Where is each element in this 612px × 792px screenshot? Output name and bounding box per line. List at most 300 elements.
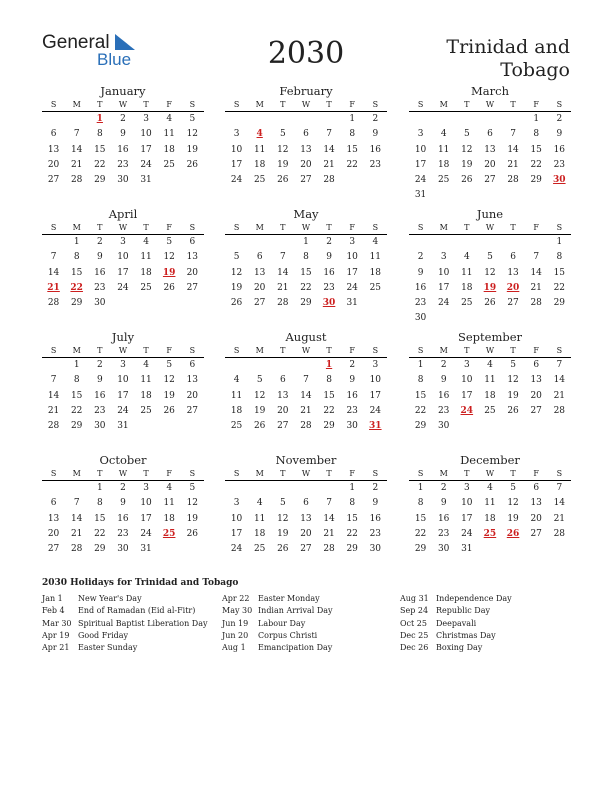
day-cell: 25 — [163, 159, 175, 170]
day-cell — [502, 311, 525, 326]
day-cell: 9 — [326, 252, 332, 263]
day-cell: 2 — [372, 114, 379, 124]
week-row — [225, 527, 387, 542]
day-cell: 26 — [484, 298, 496, 309]
holiday-row — [42, 630, 208, 642]
day-cell: 25 — [253, 175, 266, 186]
week-row — [42, 235, 204, 250]
day-cell — [432, 112, 455, 127]
holiday-row — [400, 630, 512, 642]
day-cell: 6 — [303, 129, 309, 140]
day-cell: 29 — [346, 544, 358, 555]
day-cell: 2 — [372, 483, 379, 493]
day-cell: 19 — [186, 144, 199, 155]
week-row — [225, 143, 387, 158]
day-cell: 9 — [372, 129, 379, 140]
day-cell: 2 — [556, 114, 563, 124]
weekday-label: F — [533, 100, 539, 109]
weekday-label: T — [97, 223, 103, 232]
week-row — [225, 542, 387, 557]
week-row — [409, 527, 571, 542]
day-cell: 15 — [70, 390, 83, 401]
week-row — [225, 496, 387, 511]
month-name: June — [476, 207, 504, 221]
weekday-label: S — [556, 100, 563, 109]
week-row — [409, 281, 571, 296]
day-cell: 9 — [556, 129, 563, 140]
day-cell: 30 — [346, 421, 358, 432]
day-cell — [432, 235, 455, 250]
holiday-day-cell: 22 — [70, 282, 83, 293]
day-cell: 1 — [417, 360, 424, 370]
weekday-header — [225, 98, 387, 112]
day-cell: 21 — [323, 528, 335, 539]
day-cell — [525, 542, 548, 557]
day-cell: 29 — [553, 298, 566, 309]
day-cell: 12 — [507, 498, 519, 509]
day-cell: 16 — [94, 390, 106, 401]
day-cell: 2 — [120, 114, 126, 124]
day-cell: 12 — [163, 252, 175, 263]
weekday-label: T — [510, 346, 516, 355]
day-cell: 8 — [96, 129, 103, 140]
day-cell: 16 — [117, 144, 129, 155]
week-row — [225, 419, 387, 434]
day-cell: 7 — [50, 375, 57, 386]
day-cell: 3 — [349, 237, 356, 247]
day-cell: 15 — [70, 267, 83, 278]
weekday-label: S — [417, 223, 424, 232]
day-cell: 8 — [303, 252, 309, 263]
day-cell: 8 — [349, 129, 356, 140]
day-cell: 28 — [300, 421, 312, 432]
day-cell: 22 — [94, 528, 106, 539]
day-cell: 13 — [530, 375, 542, 386]
day-cell — [525, 188, 548, 203]
day-cell: 14 — [507, 144, 519, 155]
weekday-label: T — [510, 100, 516, 109]
day-cell: 30 — [369, 544, 382, 555]
day-cell: 11 — [484, 375, 496, 386]
day-cell — [65, 481, 88, 496]
day-cell — [181, 542, 204, 557]
weekday-label: W — [118, 223, 128, 232]
holiday-date: Jan 1 — [42, 594, 63, 603]
day-cell: 16 — [553, 144, 566, 155]
holiday-name: Spiritual Baptist Liberation Day — [78, 618, 208, 628]
day-cell: 21 — [300, 405, 312, 416]
day-cell: 6 — [510, 252, 516, 263]
week-row — [409, 496, 571, 511]
weekday-label: M — [72, 346, 81, 355]
holiday-day-cell: 30 — [553, 175, 566, 186]
logo-text-blue: Blue — [97, 50, 132, 69]
day-cell: 4 — [463, 252, 470, 263]
day-cell: 28 — [47, 421, 60, 432]
logo-text-general: General — [42, 32, 110, 53]
day-cell: 14 — [553, 498, 566, 509]
weekday-label: M — [255, 346, 264, 355]
weekday-label: T — [326, 223, 332, 232]
day-cell: 16 — [323, 267, 335, 278]
day-cell — [271, 112, 294, 127]
holiday-date: Apr 21 — [42, 643, 70, 653]
day-cell: 5 — [166, 360, 173, 370]
week-row — [409, 311, 571, 326]
day-cell: 18 — [437, 159, 450, 170]
month-april — [42, 207, 204, 311]
day-cell — [548, 542, 571, 557]
day-cell: 20 — [300, 159, 312, 170]
holiday-name: End of Ramadan (Eid al-Fitr) — [78, 606, 196, 616]
weekday-label: F — [166, 346, 172, 355]
day-cell: 15 — [346, 144, 358, 155]
day-cell: 27 — [47, 175, 60, 186]
day-cell: 11 — [253, 513, 266, 524]
holiday-date: Feb 4 — [42, 606, 65, 616]
day-cell: 28 — [323, 544, 335, 555]
day-cell: 27 — [186, 405, 199, 416]
weekday-label: W — [301, 100, 311, 109]
weekday-label: M — [439, 469, 448, 478]
day-cell: 15 — [94, 513, 106, 524]
day-cell: 16 — [346, 390, 358, 401]
day-cell: 20 — [300, 528, 312, 539]
day-cell: 31 — [117, 421, 129, 432]
day-cell: 24 — [230, 175, 243, 186]
day-cell: 27 — [530, 405, 542, 416]
day-cell: 5 — [463, 129, 470, 140]
day-cell: 27 — [300, 175, 312, 186]
holiday-name: New Year's Day — [78, 594, 142, 603]
weekday-label: S — [189, 223, 196, 232]
day-cell: 7 — [73, 498, 80, 509]
day-cell: 20 — [186, 267, 199, 278]
day-cell: 14 — [530, 267, 542, 278]
weekday-label: M — [439, 346, 448, 355]
weekday-label: S — [233, 346, 240, 355]
day-cell: 28 — [507, 175, 519, 186]
day-cell: 13 — [186, 252, 199, 263]
weekday-label: T — [280, 469, 286, 478]
day-cell — [455, 311, 478, 326]
day-cell: 9 — [349, 375, 356, 386]
day-cell — [318, 481, 341, 496]
week-row — [42, 419, 204, 434]
day-cell: 12 — [277, 144, 289, 155]
day-cell: 3 — [143, 114, 149, 124]
weekday-label: T — [97, 100, 103, 109]
day-cell: 4 — [233, 375, 240, 386]
day-cell: 5 — [166, 237, 173, 247]
day-cell: 26 — [507, 405, 519, 416]
week-row — [225, 112, 387, 127]
holiday-name: Good Friday — [78, 630, 129, 640]
day-cell: 17 — [230, 528, 243, 539]
day-cell: 14 — [70, 144, 83, 155]
week-row — [409, 143, 571, 158]
week-row — [409, 481, 571, 496]
holiday-column — [222, 593, 333, 654]
day-cell — [432, 311, 455, 326]
day-cell: 4 — [487, 360, 493, 370]
day-cell: 14 — [553, 375, 566, 386]
day-cell — [181, 173, 204, 188]
day-cell — [478, 112, 501, 127]
day-cell: 15 — [414, 390, 427, 401]
day-cell: 23 — [94, 405, 106, 416]
weekday-header — [225, 221, 387, 235]
day-cell: 10 — [461, 498, 473, 509]
week-row — [409, 235, 571, 250]
day-cell: 25 — [484, 405, 496, 416]
month-name: August — [285, 330, 327, 344]
weekday-label: S — [50, 346, 57, 355]
weekday-label: M — [439, 223, 448, 232]
day-cell: 16 — [437, 513, 450, 524]
week-row — [42, 173, 204, 188]
holiday-row — [222, 618, 333, 630]
day-cell: 2 — [440, 360, 447, 370]
day-cell: 10 — [230, 144, 243, 155]
day-cell: 24 — [346, 282, 358, 293]
weekday-label: F — [533, 346, 539, 355]
day-cell: 21 — [553, 513, 566, 524]
weekday-label: T — [280, 100, 286, 109]
day-cell: 17 — [117, 390, 129, 401]
holidays-title: 2030 Holidays for Trinidad and Tobago — [42, 578, 239, 588]
holiday-row — [222, 642, 333, 654]
weekday-label: M — [439, 100, 448, 109]
day-cell: 21 — [70, 159, 83, 170]
day-cell: 10 — [140, 129, 152, 140]
day-cell: 12 — [484, 267, 496, 278]
day-cell: 8 — [96, 498, 103, 509]
day-cell: 1 — [73, 360, 80, 370]
day-cell: 10 — [140, 498, 152, 509]
month-january — [42, 84, 204, 188]
day-cell: 16 — [437, 390, 450, 401]
month-name: October — [99, 453, 147, 467]
day-cell: 28 — [70, 175, 83, 186]
day-cell: 19 — [230, 282, 243, 293]
weekday-label: W — [301, 469, 311, 478]
holiday-row — [222, 593, 333, 605]
day-cell: 8 — [533, 129, 540, 140]
weekday-label: T — [97, 469, 103, 478]
day-cell: 2 — [96, 237, 103, 247]
holiday-row — [400, 642, 512, 654]
day-cell: 7 — [510, 129, 516, 140]
day-cell: 23 — [437, 405, 450, 416]
day-cell: 9 — [96, 252, 103, 263]
day-cell: 16 — [369, 144, 382, 155]
day-cell — [248, 358, 271, 373]
day-cell — [341, 173, 364, 188]
day-cell: 23 — [369, 159, 382, 170]
month-october — [42, 453, 204, 557]
day-cell — [158, 419, 181, 434]
day-cell — [478, 235, 501, 250]
weekday-label: T — [143, 469, 149, 478]
day-cell: 26 — [163, 405, 175, 416]
day-cell — [42, 481, 65, 496]
day-cell: 15 — [346, 513, 358, 524]
day-cell: 27 — [484, 175, 496, 186]
day-cell: 3 — [417, 129, 424, 140]
weekday-label: T — [97, 346, 103, 355]
day-cell: 11 — [461, 267, 473, 278]
day-cell: 8 — [349, 498, 356, 509]
weekday-label: F — [349, 223, 355, 232]
week-row — [42, 512, 204, 527]
week-row — [225, 481, 387, 496]
day-cell: 9 — [120, 129, 126, 140]
week-row — [42, 404, 204, 419]
weekday-label: W — [118, 346, 128, 355]
day-cell: 29 — [94, 175, 106, 186]
weekday-header — [42, 467, 204, 481]
day-cell — [42, 358, 65, 373]
day-cell: 28 — [277, 298, 289, 309]
day-cell: 14 — [323, 513, 335, 524]
day-cell: 26 — [186, 528, 199, 539]
holiday-column — [42, 593, 208, 654]
day-cell: 13 — [277, 390, 289, 401]
day-cell: 23 — [437, 528, 450, 539]
month-june — [409, 207, 571, 327]
day-cell: 7 — [279, 252, 286, 263]
holiday-name: Independence Day — [436, 594, 512, 603]
weekday-label: S — [556, 223, 563, 232]
day-cell — [225, 481, 248, 496]
day-cell: 31 — [140, 175, 152, 186]
week-row — [225, 389, 387, 404]
holiday-date: Jun 19 — [222, 618, 249, 628]
day-cell: 29 — [530, 175, 542, 186]
week-row — [409, 112, 571, 127]
holiday-day-cell: 19 — [483, 282, 497, 293]
month-march — [409, 84, 571, 204]
day-cell: 29 — [70, 298, 83, 309]
day-cell: 7 — [556, 360, 563, 370]
day-cell: 8 — [556, 252, 563, 263]
day-cell: 10 — [369, 375, 382, 386]
weekday-label: S — [417, 100, 424, 109]
week-row — [42, 266, 204, 281]
day-cell: 31 — [346, 298, 358, 309]
day-cell: 12 — [461, 144, 473, 155]
day-cell: 21 — [507, 159, 519, 170]
day-cell: 12 — [186, 129, 199, 140]
day-cell: 10 — [230, 513, 243, 524]
day-cell — [294, 358, 317, 373]
month-name: January — [100, 84, 146, 98]
country-title: Trinidad and Tobago — [446, 36, 570, 81]
day-cell: 18 — [484, 390, 496, 401]
day-cell: 13 — [300, 513, 312, 524]
week-row — [42, 389, 204, 404]
day-cell: 15 — [300, 267, 312, 278]
week-row — [225, 266, 387, 281]
day-cell: 8 — [417, 498, 424, 509]
day-cell: 15 — [323, 390, 335, 401]
day-cell: 22 — [414, 405, 427, 416]
day-cell: 22 — [94, 159, 106, 170]
week-row — [42, 127, 204, 142]
day-cell — [181, 296, 204, 311]
month-august — [225, 330, 387, 434]
day-cell — [525, 419, 548, 434]
weekday-label: T — [143, 223, 149, 232]
day-cell: 18 — [253, 528, 266, 539]
day-cell — [294, 481, 317, 496]
day-cell: 7 — [50, 252, 57, 263]
day-cell: 19 — [277, 528, 289, 539]
day-cell: 27 — [47, 544, 60, 555]
day-cell: 10 — [414, 144, 427, 155]
day-cell: 2 — [417, 252, 424, 263]
day-cell: 14 — [300, 390, 312, 401]
weekday-label: T — [464, 100, 470, 109]
holiday-date: Sep 24 — [400, 606, 429, 616]
day-cell — [135, 296, 158, 311]
weekday-label: M — [72, 223, 81, 232]
day-cell: 19 — [461, 159, 473, 170]
day-cell: 26 — [163, 282, 175, 293]
day-cell: 21 — [70, 528, 83, 539]
day-cell: 3 — [463, 360, 470, 370]
day-cell: 31 — [414, 190, 427, 201]
weekday-label: T — [280, 346, 286, 355]
holiday-day-cell: 24 — [460, 405, 474, 416]
holiday-name: Easter Monday — [258, 594, 320, 603]
day-cell: 25 — [437, 175, 450, 186]
day-cell: 24 — [437, 298, 450, 309]
day-cell: 24 — [140, 528, 152, 539]
day-cell: 14 — [47, 390, 60, 401]
weekday-label: T — [510, 469, 516, 478]
day-cell: 13 — [507, 267, 519, 278]
holiday-date: Aug 1 — [222, 643, 246, 653]
week-row — [409, 296, 571, 311]
day-cell: 11 — [484, 498, 496, 509]
day-cell — [318, 112, 341, 127]
day-cell: 7 — [303, 375, 309, 386]
week-row — [409, 512, 571, 527]
day-cell: 2 — [440, 483, 447, 493]
day-cell: 11 — [253, 144, 266, 155]
day-cell — [502, 112, 525, 127]
day-cell — [525, 311, 548, 326]
day-cell: 5 — [279, 129, 286, 140]
holiday-name: Boxing Day — [436, 643, 483, 653]
weekday-label: T — [464, 469, 470, 478]
day-cell: 13 — [186, 375, 199, 386]
holiday-row — [42, 618, 208, 630]
week-row — [42, 250, 204, 265]
weekday-label: T — [510, 223, 516, 232]
day-cell — [225, 235, 248, 250]
day-cell: 26 — [277, 175, 289, 186]
day-cell: 13 — [484, 144, 496, 155]
day-cell: 19 — [507, 513, 519, 524]
holiday-column — [400, 593, 512, 654]
day-cell — [478, 419, 501, 434]
day-cell — [455, 235, 478, 250]
day-cell — [478, 188, 501, 203]
week-row — [225, 404, 387, 419]
